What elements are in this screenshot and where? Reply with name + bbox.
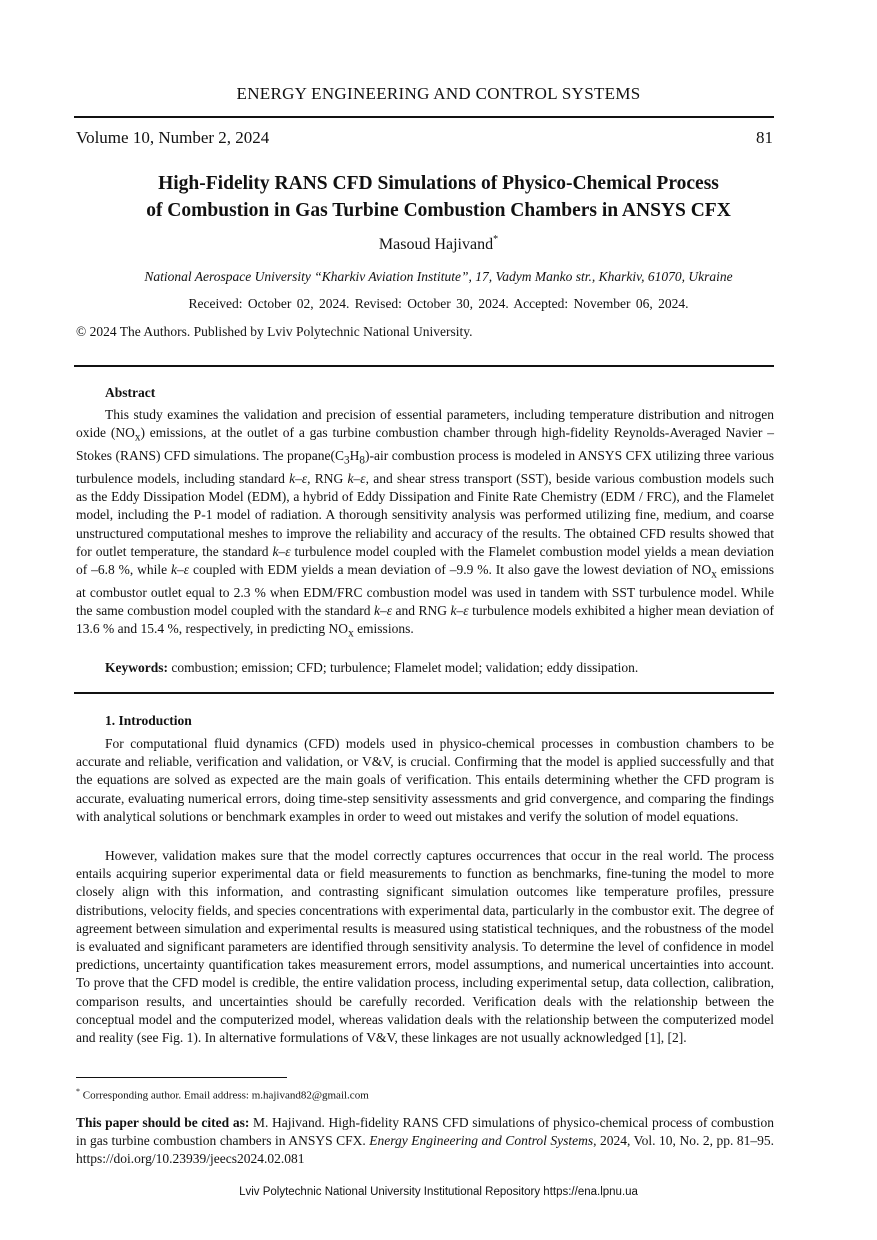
- author: [0, 236, 877, 254]
- footnote-rule: [76, 1077, 287, 1078]
- author-name: Masoud Hajivand: [378, 236, 494, 253]
- abstract-top-rule: [74, 365, 774, 367]
- header-rule: [74, 116, 774, 118]
- copyright: © 2024 The Authors. Published by Lviv Polytechnic National University.: [76, 324, 473, 339]
- keywords-text: combustion; emission; CFD; turbulence; Flamelet model; validation; eddy dissipation.: [168, 660, 639, 675]
- paper-title: [70, 170, 807, 224]
- keywords: [105, 660, 638, 676]
- introduction-paragraph-2: However, validation makes sure that the model correctly captures occurrences that occur in the real world. The process entails acquiring superior experimental data or field measurements to function as benchmarks, fine-tuning the model to more closely align with this information, and contrasting significant simulation outcomes like temperature profiles, pressure distributions, velocity fields, and species concentrations with experimental data, particularly in the combustor exit. The degree of agreement between simulation and experimental results is measured using statistical techniques, and the robustness of the model is evaluated and significant parameters are identified through sensitivity analysis. To determine the level of confidence in model predictions, uncertainty quantification takes measurement errors, model assumptions, and numerical uncertainties into account. To prove that the CFD model is credible, the entire validation process, including experimental setup, data collection, calibration, comparison results, and uncertainties should be carefully recorded. Verification deals with the relationship between the conceptual model and the computerized model, whereas validation deals with the relationship between the computerized model and reality (see Fig. 1). In alternative formulations of V&V, these linkages are not usually acknowledged [1], [2].: [76, 848, 774, 1046]
- author-footnote-mark[interactable]: *: [493, 234, 499, 245]
- repository-footer[interactable]: Lviv Polytechnic National University Institutional Repository https://ena.lpnu.ua: [239, 1186, 638, 1198]
- volume-info: Volume 10, Number 2, 2024: [76, 128, 270, 147]
- title-line-1: High-Fidelity RANS CFD Simulations of Physico-Chemical Process: [158, 173, 719, 194]
- introduction-heading: 1. Introduction: [105, 713, 192, 728]
- introduction-paragraph-1: For computational fluid dynamics (CFD) models used in physico-chemical processes in combustion chambers to be accurate and reliable, verification and validation, or V&V, is crucial. Confirming that the model is applied successfully and that the equations are solved as expected are the main goals of verification. This entails determining whether the CFD program is accurate, evaluating numerical errors, doing time-step sensitivity assessments and grid convergence, and comparing the findings with analytical solutions or benchmark examples in order to weed out mistakes and verify the solution of model equations.: [76, 736, 774, 824]
- abstract-heading: Abstract: [105, 385, 156, 400]
- page-number: 81: [756, 128, 773, 147]
- citation: This paper should be cited as: M. Hajivand. High-fidelity RANS CFD simulations of physico-chemical process of combustion in gas turbine combustion chambers in ANSYS CFX. Energy Engineering and Control Systems, 2024, Vol. 10, No. 2, pp. 81–95. https://doi.org/10.23939/jeecs2024.02.081: [76, 1115, 775, 1167]
- title-line-2: of Combustion in Gas Turbine Combustion Chambers in ANSYS CFX: [146, 200, 731, 221]
- journal-title: ENERGY ENGINEERING AND CONTROL SYSTEMS: [236, 84, 641, 103]
- citation-journal: Energy Engineering and Control Systems: [369, 1133, 594, 1149]
- abstract-text: This study examines the validation and precision of essential parameters, including temperature distribution and nitrogen oxide $(NO_x)$ emissions, at the outlet of a gas turbine combustion chamber through high-fidelity Reynolds-Averaged Navier – Stokes (RANS) CFD simulations. The $propane(C_3H_8)$-air combustion process is modeled in ANSYS CFX utilizing three various turbulence models, including standard k–ε, RNG k–ε, and shear stress transport (SST), beside various combustion models such as the Eddy Dissipation Model (EDM), a hybrid of Eddy Dissipation and Finite Rate Chemistry (EDM / FRC), and the Flamelet model, including the P-1 model of radiation. A thorough sensitivity analysis was performed utilizing fine, medium, and coarse unstructured computational meshes to improve the reliability and accuracy of the results. The obtained CFD results showed that for outlet temperature, the standard k–ε turbulence model coupled with the Flamelet combustion model yields a mean deviation of –6.8 %, while k–ε coupled with EDM yields a mean deviation of –9.9 %. It also gave the lowest deviation of $NO_x$ emissions at combustor outlet equal to 2.3 % when EDM/FRC combustion model was used in tandem with SST turbulence model. While the same combustion model coupled with the standard k–ε and RNG k–ε turbulence models exhibited a higher mean deviation of 13.6 % and 15.4 %, respectively, in predicting $NO_x$ emissions.: [76, 407, 775, 640]
- citation-label: This paper should be cited as:: [76, 1115, 250, 1130]
- dates: Received: October 02, 2024. Revised: October 30, 2024. Accepted: November 06, 2024.: [188, 296, 689, 311]
- footnote: * Corresponding author. Email address: m.hajivand82@gmail.com: [76, 1087, 369, 1102]
- keywords-label: Keywords:: [105, 660, 168, 675]
- affiliation: National Aerospace University “Kharkiv Aviation Institute”, 17, Vadym Manko str., Kharkiv, 61070, Ukraine: [144, 269, 733, 284]
- abstract-bottom-rule: [74, 692, 774, 694]
